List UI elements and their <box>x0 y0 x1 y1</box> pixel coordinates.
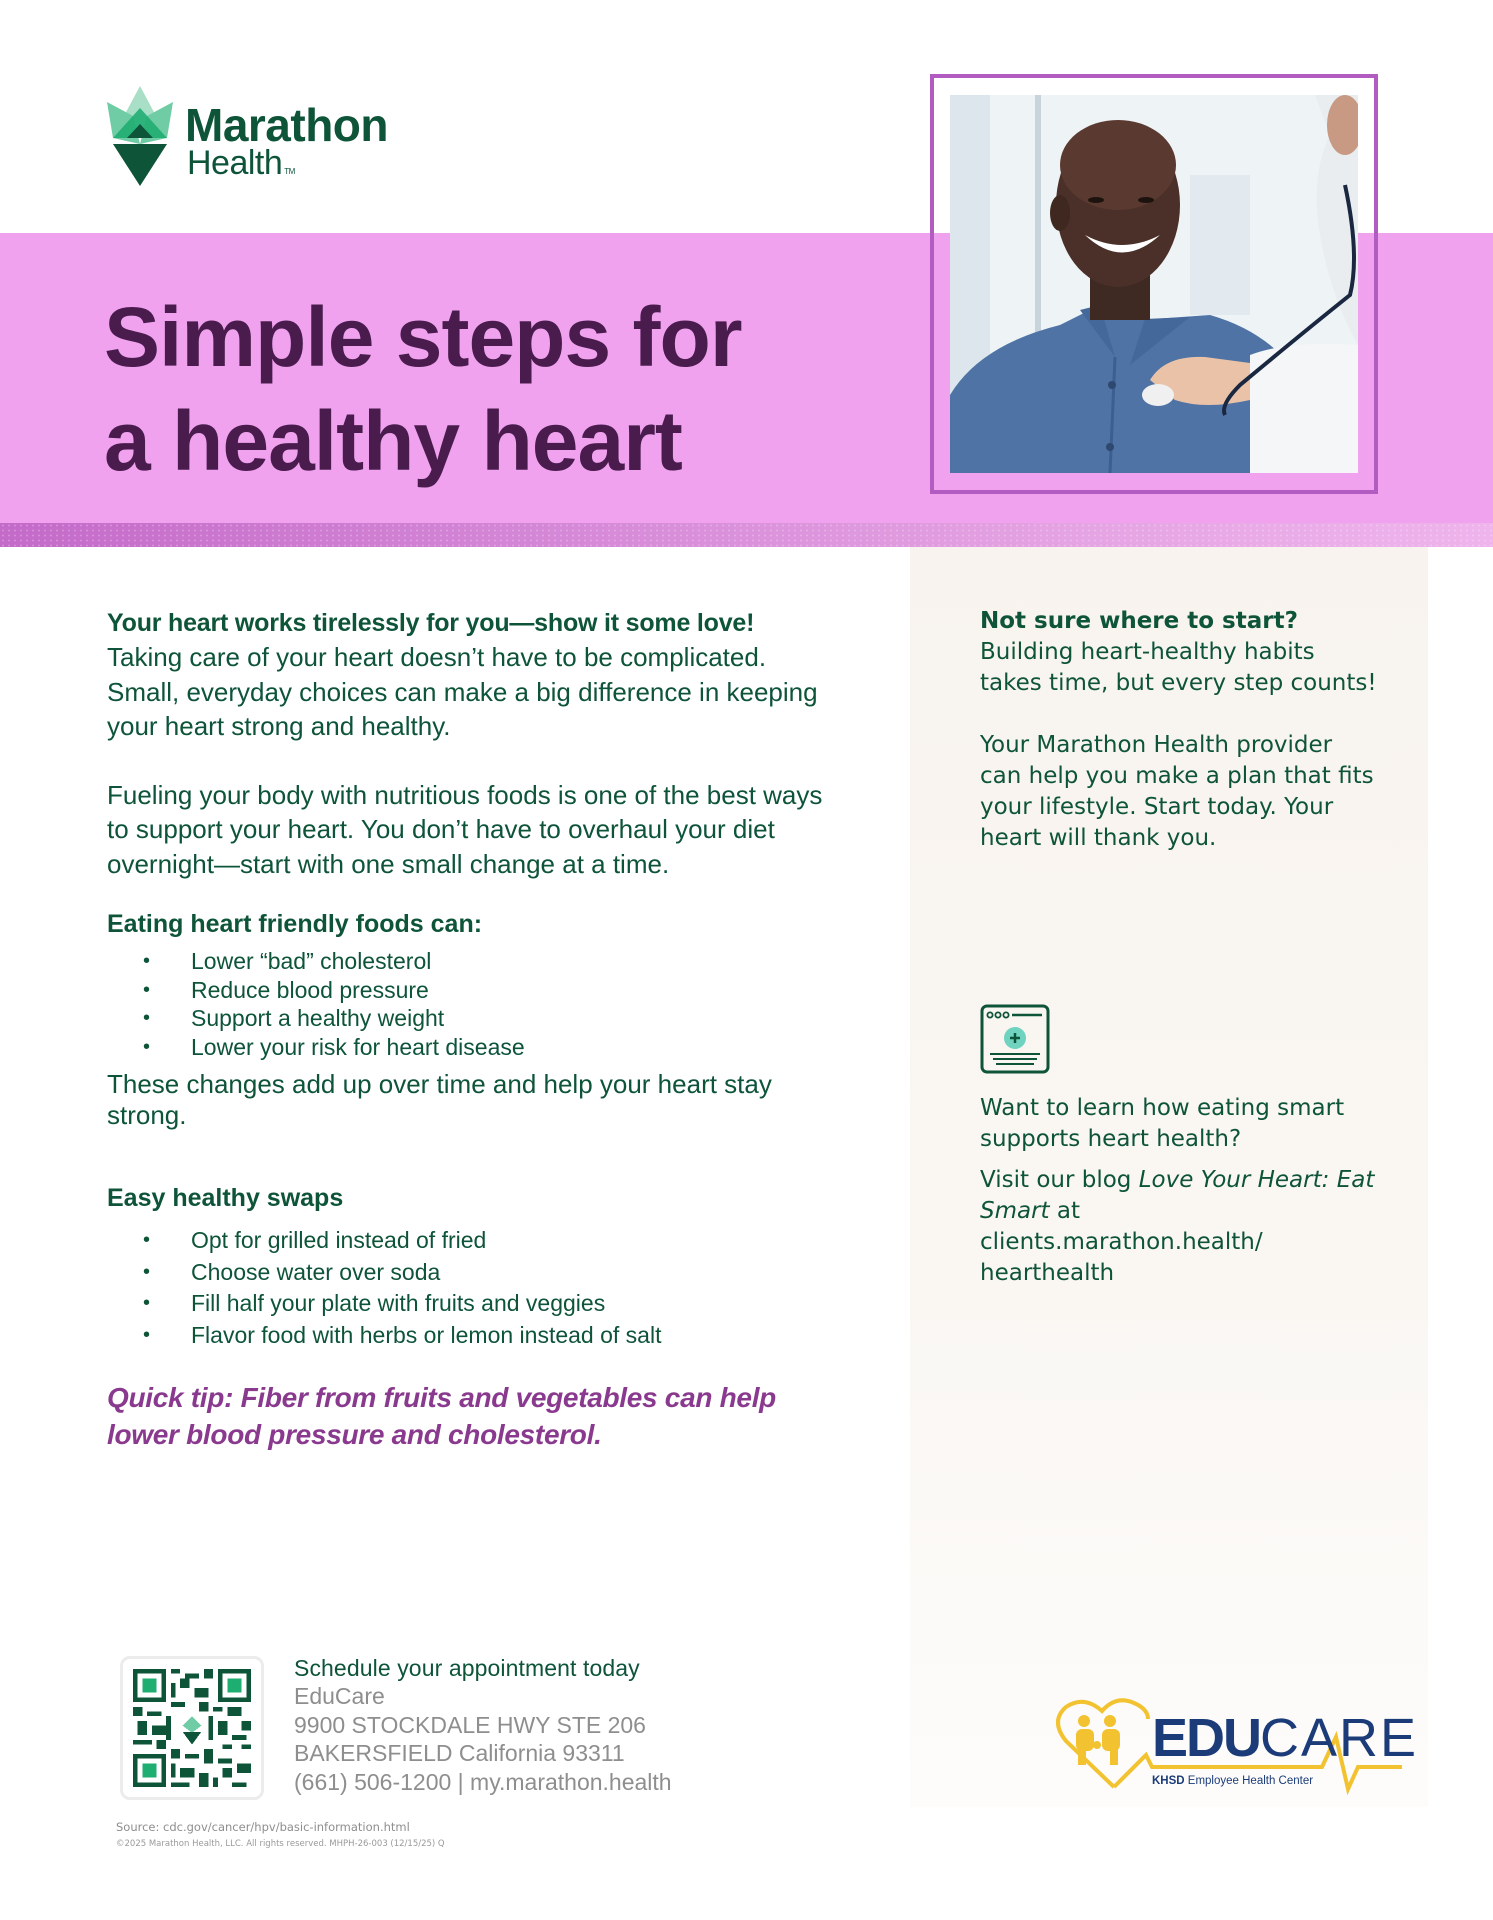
logo-wordmark-marathon: Marathon <box>185 99 388 151</box>
phone-and-website[interactable]: (661) 506-1200 | my.marathon.health <box>294 1768 672 1795</box>
blog-question: Want to learn how eating smart supports heart health? <box>980 1095 1345 1152</box>
blog-title: Love Your Heart: Eat Smart <box>980 1167 1375 1224</box>
benefits-summary: These changes add up over time and help your heart stay strong. <box>107 1069 772 1130</box>
hero-photo <box>950 95 1358 473</box>
main-content <box>107 606 827 1453</box>
list-item: • Lower “bad” cholesterol <box>143 947 827 976</box>
page-title: Simple steps for a healthy heart <box>104 290 742 488</box>
web-page-plus-icon <box>980 1004 1050 1074</box>
contact-info <box>294 1654 754 1796</box>
list-item: • Choose water over soda <box>143 1257 827 1289</box>
hero-glitter-strip <box>0 523 1493 547</box>
lead-paragraph: Taking care of your heart doesn’t have to be complicated. Small, everyday choices can make a big difference in keeping your heart strong and healthy. <box>107 642 818 741</box>
blog-url-link[interactable]: clients.marathon.health/ hearthealth <box>980 1229 1263 1286</box>
list-item: • Reduce blood pressure <box>143 976 827 1005</box>
swaps-heading: Easy healthy swaps <box>107 1184 344 1212</box>
schedule-cta: Schedule your appointment today <box>294 1655 640 1681</box>
side-heading: Not sure where to start? <box>980 608 1298 634</box>
benefits-list <box>143 947 827 1061</box>
address-line-2: BAKERSFIELD California 93311 <box>294 1740 625 1766</box>
list-item: • Lower your risk for heart disease <box>143 1033 827 1062</box>
clinic-name: EduCare <box>294 1683 385 1709</box>
qr-code-icon <box>133 1669 251 1787</box>
qr-code[interactable] <box>120 1656 264 1800</box>
logo-wordmark-health: Health TM <box>187 144 295 182</box>
educare-subtitle: KHSD Employee Health Center <box>1152 1775 1314 1787</box>
blog-promo <box>980 1093 1380 1289</box>
educare-logo <box>1052 1697 1419 1797</box>
copyright: ©2025 Marathon Health, LLC. All rights reserved. MHPH-26-003 (12/15/25) Q <box>116 1839 445 1849</box>
side-content <box>980 606 1380 854</box>
list-item: • Support a healthy weight <box>143 1004 827 1033</box>
blog-visit-text: Visit our blog Love Your Heart: Eat Smart at clients.marathon.health/ hearthealth <box>980 1167 1375 1286</box>
list-item: • Flavor food with herbs or lemon instead of salt <box>143 1320 827 1352</box>
marathon-leaf-logo-icon <box>105 86 175 186</box>
quick-tip: Quick tip: Fiber from fruits and vegetables can help lower blood pressure and cholesterol. <box>107 1382 776 1450</box>
address-line-1: 9900 STOCKDALE HWY STE 206 <box>294 1711 646 1738</box>
educare-wordmark: EDUCARE <box>1152 1708 1419 1768</box>
side-paragraph-2: Your Marathon Health provider can help you make a plan that fits your lifestyle. Start today. Your heart will thank you. <box>980 732 1374 851</box>
hero-photo-frame <box>930 74 1378 494</box>
list-item: • Fill half your plate with fruits and veggies <box>143 1288 827 1320</box>
swaps-list <box>143 1225 827 1351</box>
nutrition-paragraph: Fueling your body with nutritious foods is one of the best ways to support your heart. You don’t have to overhaul your diet overnight—start with one small change at a time. <box>107 779 823 879</box>
lead-heading: Your heart works tirelessly for you—show it some love! <box>107 609 755 637</box>
side-paragraph-1: Building heart-healthy habits takes time, but every step counts! <box>980 639 1377 696</box>
marathon-health-logo <box>105 86 405 186</box>
list-item: • Opt for grilled instead of fried <box>143 1225 827 1257</box>
source-citation: Source: cdc.gov/cancer/hpv/basic-information.html <box>116 1820 410 1834</box>
benefits-heading: Eating heart friendly foods can: <box>107 910 483 938</box>
